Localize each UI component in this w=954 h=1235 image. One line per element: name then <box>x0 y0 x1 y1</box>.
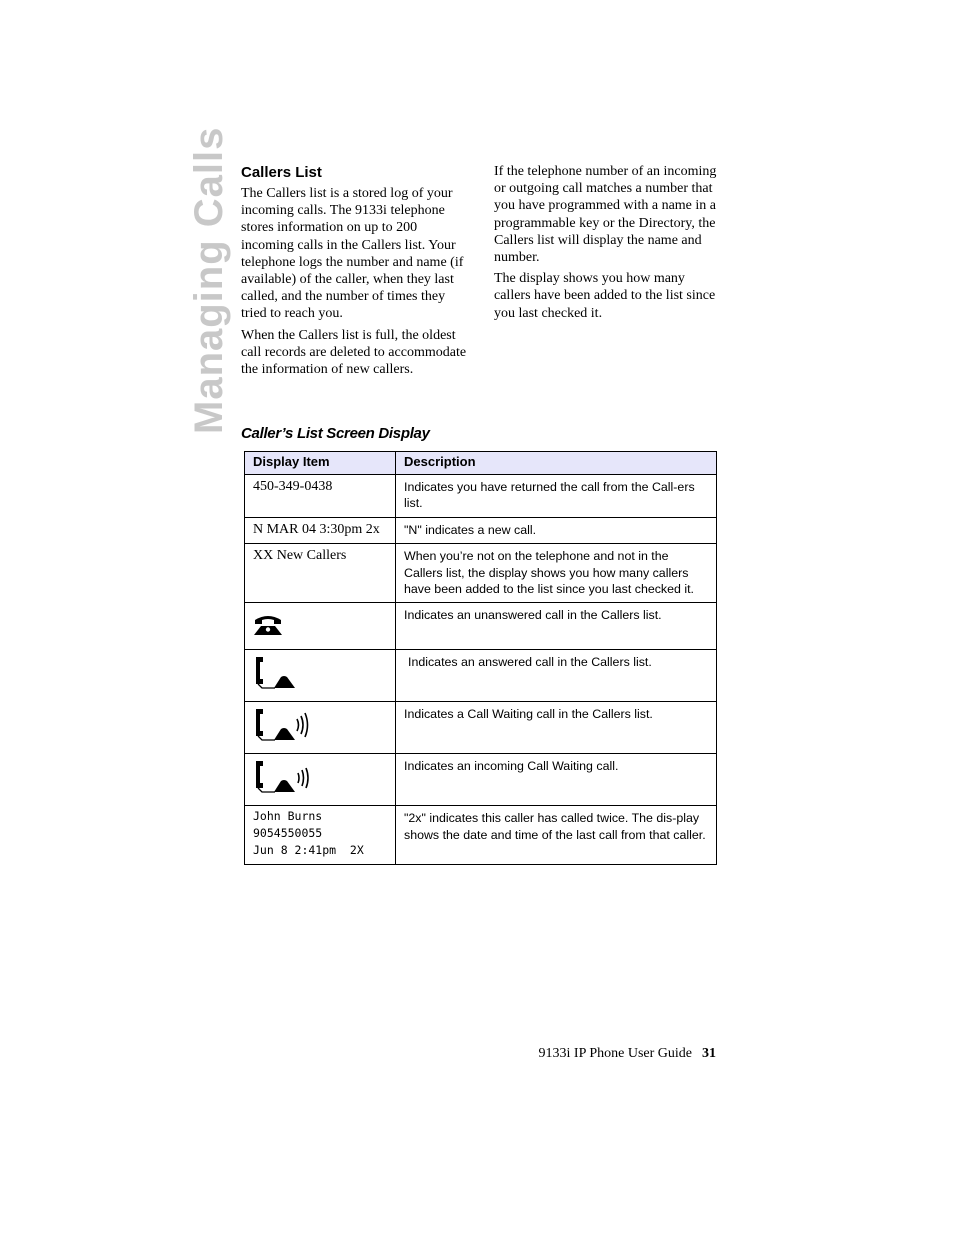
table-row <box>245 544 717 603</box>
right-column <box>494 163 718 326</box>
lcd-line: John Burns <box>253 809 323 824</box>
column-header: Description <box>396 452 717 475</box>
display-item: XX New Callers <box>245 544 396 603</box>
unanswered-call-icon <box>253 611 287 639</box>
lcd-display-sample <box>245 806 396 865</box>
table-caption: Caller’s List Screen Display <box>241 425 430 442</box>
callers-list-table <box>244 451 717 865</box>
page-number: 31 <box>702 1046 716 1061</box>
page-footer <box>514 1046 716 1062</box>
description: When you’re not on the telephone and not in the Callers list, the display shows you how many callers have been added to the list since you last checked it. <box>396 544 717 603</box>
description: Indicates you have returned the call from the Call-ers list. <box>396 475 717 518</box>
display-item <box>245 603 396 650</box>
table-row <box>245 754 717 806</box>
paragraph: The Callers list is a stored log of your incoming calls. The 9133i telephone stores information on up to 200 incoming calls in the Callers list. Your telephone logs the number and name (if available) of the caller, when they last called, and the number of times they tried to reach you. <box>241 186 464 322</box>
display-item <box>245 754 396 806</box>
call-waiting-icon <box>253 707 315 743</box>
table-row <box>245 806 717 865</box>
description: "2x" indicates this caller has called twice. The dis-play shows the date and time of the last call from that caller. <box>396 806 717 865</box>
display-item: N MAR 04 3:30pm 2x <box>245 517 396 543</box>
paragraph: The display shows you how many callers have been added to the list since you last checked it. <box>494 271 716 321</box>
answered-call-icon <box>253 655 303 691</box>
display-item: 450-349-0438 <box>245 475 396 518</box>
lcd-line: 9054550055 <box>253 826 323 841</box>
table-row <box>245 517 717 543</box>
description: Indicates an incoming Call Waiting call. <box>396 754 717 806</box>
section-heading: Callers List <box>241 164 322 181</box>
guide-title: 9133i IP Phone User Guide <box>538 1046 692 1061</box>
incoming-call-waiting-icon <box>253 759 313 795</box>
description: Indicates an unanswered call in the Callers list. <box>396 603 717 650</box>
description: "N" indicates a new call. <box>396 517 717 543</box>
table-row <box>245 603 717 650</box>
description: Indicates a Call Waiting call in the Callers list. <box>396 702 717 754</box>
side-title: Managing Calls <box>187 126 231 434</box>
table-row <box>245 475 717 518</box>
column-header: Display Item <box>245 452 396 475</box>
table-row <box>245 650 717 702</box>
table-header-row <box>245 452 717 475</box>
table-row <box>245 702 717 754</box>
left-column <box>241 163 467 382</box>
lcd-line: Jun 8 2:41pm 2X <box>253 843 364 858</box>
display-item <box>245 650 396 702</box>
display-item <box>245 702 396 754</box>
paragraph: When the Callers list is full, the oldest call records are deleted to accommodate the information of new callers. <box>241 327 467 378</box>
description: Indicates an answered call in the Callers list. <box>396 650 717 702</box>
paragraph: If the telephone number of an incoming or outgoing call matches a number that you have programmed with a name in a programmable key or the Directory, the Callers list will display the name and number. <box>494 164 717 266</box>
